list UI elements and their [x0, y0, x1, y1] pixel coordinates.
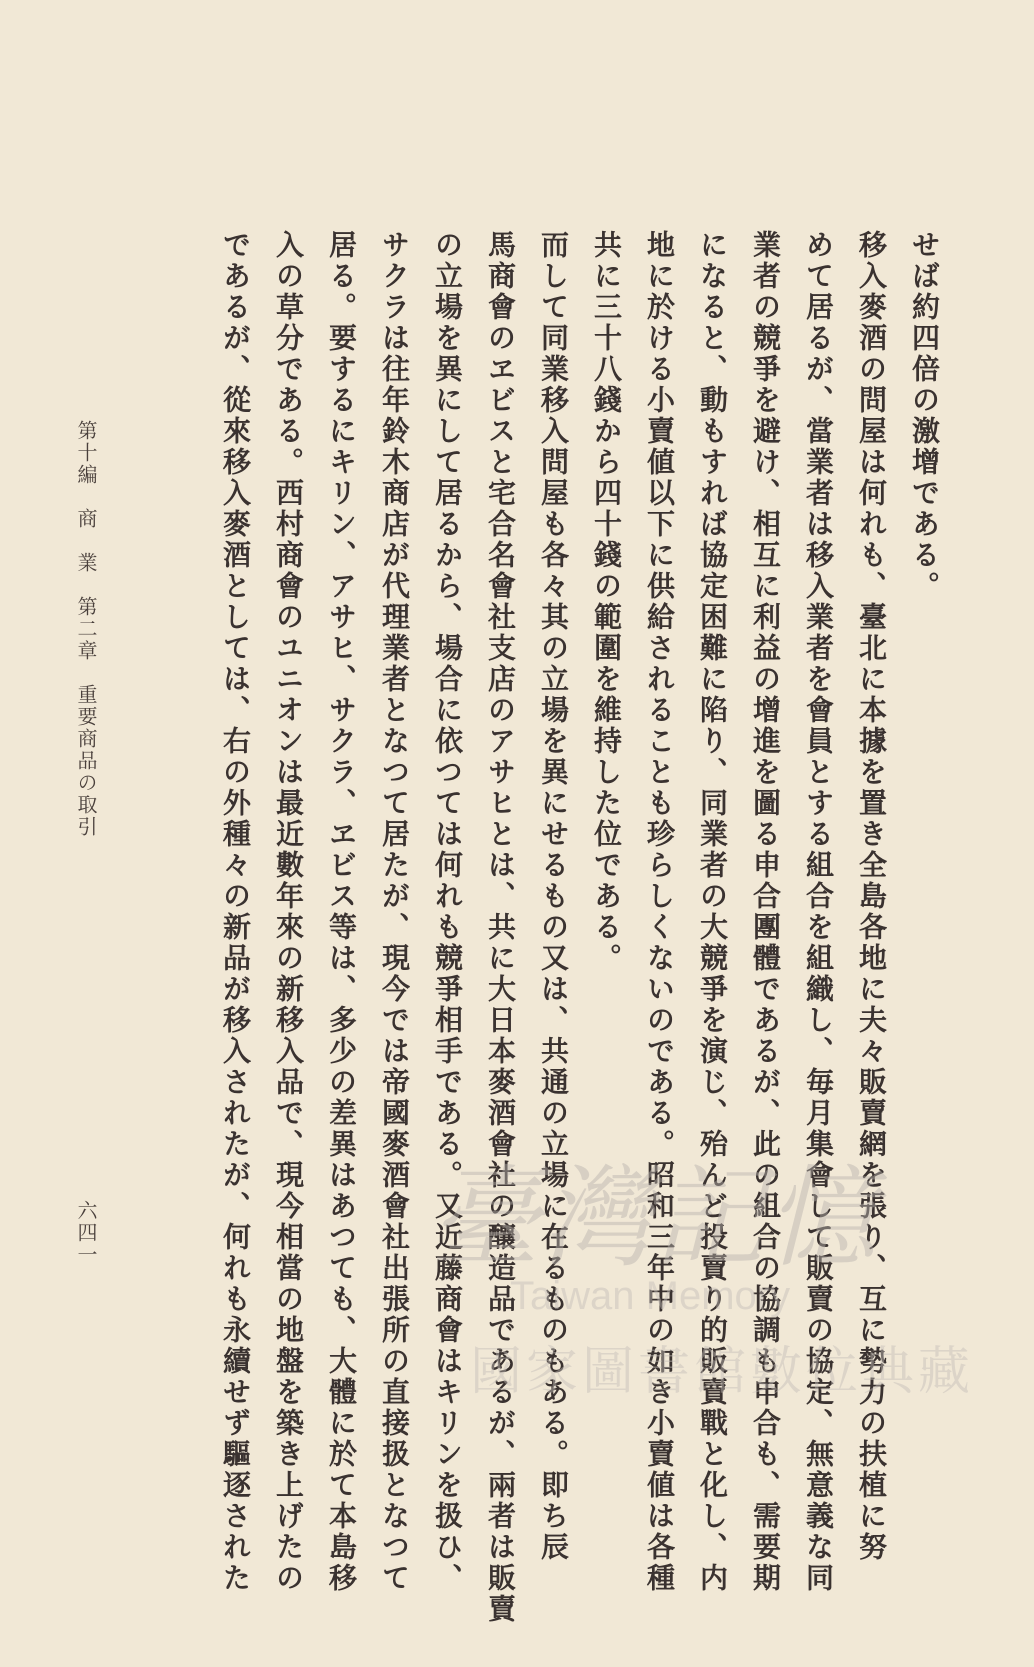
page-number: 六四一 — [74, 1200, 98, 1266]
text-line: せば約四倍の激增である。 — [908, 230, 941, 602]
body-text — [217, 230, 942, 1625]
text-line: めて居るが、當業者は移入業者を會員とする組合を組織し、毎月集會して販賣の協定、無意義な同 — [802, 230, 835, 1594]
text-line: 業者の競爭を避け、相互に利益の增進を圖る申合團體であるが、此の組合の協調も申合も、需要期 — [749, 230, 782, 1594]
text-line: 居る。要するにキリン、アサヒ、サクラ、ヱビス等は、多少の差異はあつても、大體に於て本島移 — [325, 230, 358, 1594]
page-footer — [72, 420, 106, 1620]
text-line: 地に於ける小賣値以下に供給されることも珍らしくないのである。昭和三年中の如き小賣値は各種 — [643, 230, 676, 1594]
watermark-subtitle: Taiwan Memory — [510, 1274, 791, 1318]
chapter-heading: 第十編 商 業 第二章 重要商品の取引 — [74, 420, 98, 838]
text-line: 而して同業移入問屋も各々其の立場を異にせるもの又は、共通の立場に在るものもある。即ち辰 — [537, 230, 570, 1563]
text-line: 移入麥酒の問屋は何れも、臺北に本據を置き全島各地に夫々販賣網を張り、互に勢力の扶植に努 — [855, 230, 888, 1563]
text-line: 共に三十八錢から四十錢の範圍を維持した位である。 — [590, 230, 623, 974]
text-line: 入の草分である。西村商會のユニオンは最近數年來の新移入品で、現今相當の地盤を築き上げたの — [272, 230, 305, 1594]
text-line: になると、動もすれば協定困難に陷り、同業者の大競爭を演じ、殆んど投賣り的販賣戰と化し、内 — [696, 230, 729, 1594]
watermark-title: 臺灣記憶 — [430, 1154, 878, 1282]
watermark-org: 國家圖書館數位典藏 — [470, 1342, 975, 1402]
text-line: の立場を異にして居るから、場合に依つては何れも競爭相手である。又近藤商會はキリンを扱ひ、 — [431, 230, 464, 1594]
text-line: 馬商會のヱビスと宅合名會社支店のアサヒとは、共に大日本麥酒會社の釀造品であるが、兩者は販賣 — [484, 230, 517, 1625]
text-line: であるが、從來移入麥酒としては、右の外種々の新品が移入されたが、何れも永續せず驅逐された — [219, 230, 252, 1594]
text-line: サクラは往年鈴木商店が代理業者となつて居たが、現今では帝國麥酒會社出張所の直接扱となつて — [378, 230, 411, 1594]
